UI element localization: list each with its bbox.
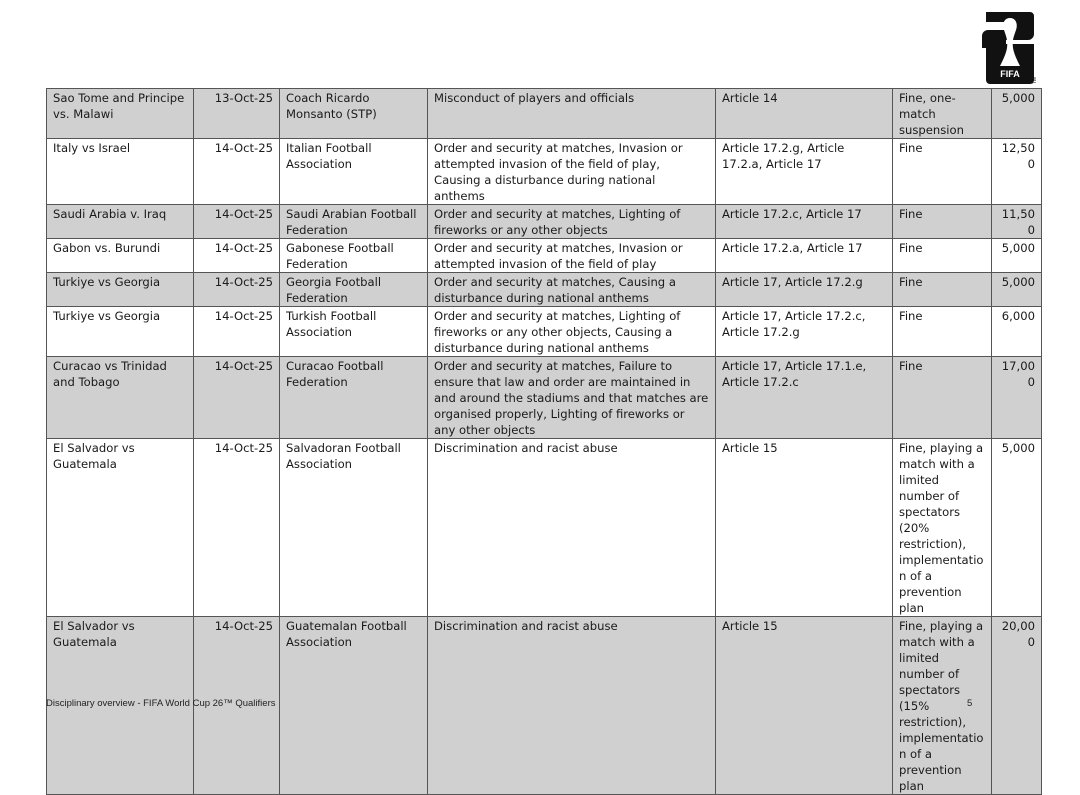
date-cell: 14-Oct-25 bbox=[194, 617, 280, 795]
table-row bbox=[47, 139, 1042, 205]
match-cell: El Salvador vs Guatemala bbox=[47, 617, 194, 795]
sanction-cell: Fine, playing a match with a limited number of spectators (15% restriction), implementation of a prevention plan bbox=[893, 617, 992, 795]
article-cell: Article 17, Article 17.1.e, Article 17.2.c bbox=[716, 357, 893, 439]
match-cell: Sao Tome and Principe vs. Malawi bbox=[47, 89, 194, 139]
fine-amount-cell: 6,000 bbox=[992, 307, 1042, 357]
sanctioned-party-cell: Saudi Arabian Football Federation bbox=[280, 205, 428, 239]
sanctioned-party-cell: Salvadoran Football Association bbox=[280, 439, 428, 617]
sanctioned-party-cell: Curacao Football Federation bbox=[280, 357, 428, 439]
table-row bbox=[47, 357, 1042, 439]
table-row bbox=[47, 273, 1042, 307]
sanctioned-party-cell: Coach Ricardo Monsanto (STP) bbox=[280, 89, 428, 139]
table-row bbox=[47, 239, 1042, 273]
table-row bbox=[47, 205, 1042, 239]
table-row bbox=[47, 89, 1042, 139]
sanction-cell: Fine bbox=[893, 273, 992, 307]
match-cell: Turkiye vs Georgia bbox=[47, 273, 194, 307]
table-row bbox=[47, 439, 1042, 617]
sanction-cell: Fine bbox=[893, 139, 992, 205]
match-cell: Turkiye vs Georgia bbox=[47, 307, 194, 357]
offence-cell: Order and security at matches, Invasion or attempted invasion of the field of play, Causing a disturbance during national anthems bbox=[428, 139, 716, 205]
fine-amount-cell: 12,500 bbox=[992, 139, 1042, 205]
offence-cell: Order and security at matches, Failure to ensure that law and order are maintained in and around the stadiums and that matches are organised properly, Lighting of fireworks or any other objects bbox=[428, 357, 716, 439]
offence-cell: Order and security at matches, Lighting of fireworks or any other objects, Causing a disturbance during national anthems bbox=[428, 307, 716, 357]
sanction-cell: Fine bbox=[893, 239, 992, 273]
fifa-world-cup-26-logo bbox=[982, 8, 1038, 86]
article-cell: Article 15 bbox=[716, 617, 893, 795]
article-cell: Article 17.2.g, Article 17.2.a, Article 17 bbox=[716, 139, 893, 205]
sanction-cell: Fine bbox=[893, 205, 992, 239]
match-cell: El Salvador vs Guatemala bbox=[47, 439, 194, 617]
fine-amount-cell: 5,000 bbox=[992, 89, 1042, 139]
sanction-cell: Fine bbox=[893, 357, 992, 439]
offence-cell: Discrimination and racist abuse bbox=[428, 439, 716, 617]
sanctioned-party-cell: Turkish Football Association bbox=[280, 307, 428, 357]
offence-cell: Misconduct of players and officials bbox=[428, 89, 716, 139]
sanctioned-party-cell: Georgia Football Federation bbox=[280, 273, 428, 307]
footer-document-title: Disciplinary overview - FIFA World Cup 26™ Qualifiers bbox=[46, 698, 276, 709]
article-cell: Article 14 bbox=[716, 89, 893, 139]
fine-amount-cell: 5,000 bbox=[992, 439, 1042, 617]
date-cell: 14-Oct-25 bbox=[194, 439, 280, 617]
article-cell: Article 17.2.a, Article 17 bbox=[716, 239, 893, 273]
fifa-label: FIFA bbox=[1000, 69, 1020, 79]
sanctioned-party-cell: Gabonese Football Federation bbox=[280, 239, 428, 273]
article-cell: Article 17, Article 17.2.g bbox=[716, 273, 893, 307]
match-cell: Gabon vs. Burundi bbox=[47, 239, 194, 273]
match-cell: Italy vs Israel bbox=[47, 139, 194, 205]
date-cell: 14-Oct-25 bbox=[194, 307, 280, 357]
article-cell: Article 15 bbox=[716, 439, 893, 617]
article-cell: Article 17.2.c, Article 17 bbox=[716, 205, 893, 239]
fine-amount-cell: 5,000 bbox=[992, 239, 1042, 273]
disciplinary-sanctions-table bbox=[46, 88, 1042, 795]
sanction-cell: Fine, one-match suspension bbox=[893, 89, 992, 139]
date-cell: 14-Oct-25 bbox=[194, 139, 280, 205]
sanctioned-party-cell: Guatemalan Football Association bbox=[280, 617, 428, 795]
fine-amount-cell: 20,000 bbox=[992, 617, 1042, 795]
match-cell: Saudi Arabia v. Iraq bbox=[47, 205, 194, 239]
article-cell: Article 17, Article 17.2.c, Article 17.2.g bbox=[716, 307, 893, 357]
date-cell: 14-Oct-25 bbox=[194, 239, 280, 273]
date-cell: 13-Oct-25 bbox=[194, 89, 280, 139]
offence-cell: Order and security at matches, Lighting of fireworks or any other objects bbox=[428, 205, 716, 239]
offence-cell: Order and security at matches, Causing a disturbance during national anthems bbox=[428, 273, 716, 307]
fine-amount-cell: 17,000 bbox=[992, 357, 1042, 439]
sanction-cell: Fine bbox=[893, 307, 992, 357]
table-row bbox=[47, 307, 1042, 357]
trophy-26-icon bbox=[982, 8, 1038, 86]
offence-cell: Discrimination and racist abuse bbox=[428, 617, 716, 795]
date-cell: 14-Oct-25 bbox=[194, 357, 280, 439]
offence-cell: Order and security at matches, Invasion or attempted invasion of the field of play bbox=[428, 239, 716, 273]
sanction-cell: Fine, playing a match with a limited number of spectators (20% restriction), implementation of a prevention plan bbox=[893, 439, 992, 617]
sanctioned-party-cell: Italian Football Association bbox=[280, 139, 428, 205]
date-cell: 14-Oct-25 bbox=[194, 205, 280, 239]
fine-amount-cell: 11,500 bbox=[992, 205, 1042, 239]
trademark-label: TM bbox=[1032, 76, 1038, 84]
fine-amount-cell: 5,000 bbox=[992, 273, 1042, 307]
page-number: 5 bbox=[967, 698, 973, 709]
date-cell: 14-Oct-25 bbox=[194, 273, 280, 307]
match-cell: Curacao vs Trinidad and Tobago bbox=[47, 357, 194, 439]
